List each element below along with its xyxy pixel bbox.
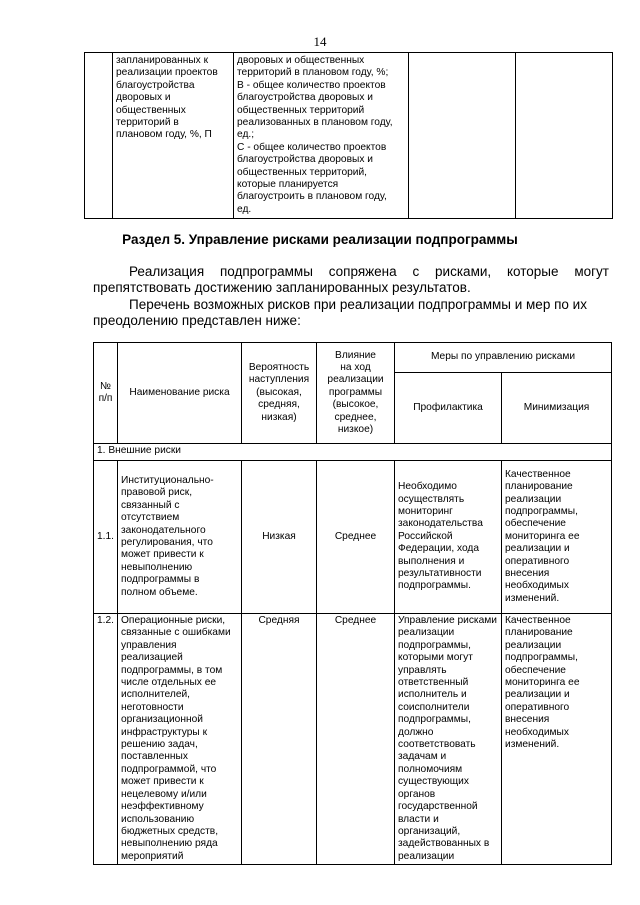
text-line: осуществлять [398, 493, 465, 505]
text-line: задействованных в [398, 838, 490, 850]
text-line: обеспечение [505, 518, 566, 530]
text-line: неготовности [121, 701, 184, 713]
text-line: среднее, [334, 411, 377, 423]
text-line: ответственный [398, 677, 469, 689]
row-number: 1.2. [94, 614, 118, 865]
text-line: подпрограммы, [398, 639, 471, 651]
text-line: реализации [327, 374, 384, 386]
text-line: на ход [340, 361, 371, 373]
text-line: власти и [398, 813, 439, 825]
text-line: подпрограммы, [505, 505, 578, 517]
risk-name-cell [118, 461, 242, 614]
text-line: бюджетных средств, [121, 825, 219, 837]
header-risk-name: Наименование риска [118, 343, 242, 444]
text-line: необходимых [505, 580, 569, 592]
text-line: подпрограммы в [121, 574, 200, 586]
text-line: реализации [398, 850, 455, 862]
risk-name-cell [118, 614, 242, 865]
text-line: реализации и [505, 689, 570, 701]
text-line: может привести к [121, 549, 204, 561]
text-line: общественных территорий, [237, 166, 367, 178]
text-line: реализованных в плановом году, [237, 117, 393, 129]
text-line: оперативного [505, 555, 570, 567]
header-probability [242, 343, 317, 444]
text-line: которыми могут [398, 652, 473, 664]
text-line: планирование [505, 481, 573, 493]
header-measures: Меры по управлению рисками [395, 343, 612, 373]
text-line: государственной [398, 801, 478, 813]
probability-cell: Средняя [242, 614, 317, 865]
text-line: мониторинг [398, 505, 453, 517]
impact-cell: Среднее [317, 614, 395, 865]
table-row [94, 461, 612, 614]
text-line: наступления [248, 374, 310, 386]
paragraph-line: препятствовать достижению запланированных результатов. [93, 280, 471, 295]
prevention-cell [395, 461, 502, 614]
text-line: полномочиям [398, 763, 463, 775]
text-line: плановом году, %, П [116, 129, 212, 141]
text-line: нецелевому и/или [121, 788, 207, 800]
text-line: благоустройства дворовых и [237, 92, 373, 104]
prevention-cell [395, 614, 502, 865]
text-line: полном объеме. [121, 586, 198, 598]
table-cell-empty [85, 53, 113, 219]
text-line: п/п [98, 393, 113, 404]
table-cell-empty [409, 53, 516, 219]
text-line: управлять [398, 664, 447, 676]
text-line: дворовых и общественных [237, 55, 365, 66]
text-line: общественных территорий [237, 104, 365, 116]
text-line: мониторинга ее [505, 677, 580, 689]
text-line: благоустроить в плановом году, [237, 191, 387, 203]
minimization-cell [502, 614, 612, 865]
text-line: Институционально- [121, 474, 214, 486]
text-line: соответствовать [398, 739, 476, 751]
text-line: мониторинга ее [505, 530, 580, 542]
risk-management-table [93, 342, 612, 865]
indicator-formula-cell [234, 53, 409, 219]
text-line: реализации [505, 493, 562, 505]
text-line: Управление рисками [398, 615, 497, 626]
text-line: Вероятность [248, 361, 310, 373]
minimization-cell [502, 461, 612, 614]
text-line: связанный с [121, 499, 180, 511]
text-line: реализации и [505, 543, 570, 555]
text-line: реализации [505, 639, 562, 651]
paragraph-line: Реализация подпрограммы сопряжена с рисками, которые могут [129, 264, 609, 279]
section-title: Раздел 5. Управление рисками реализации подпрограммы [122, 232, 518, 247]
text-line: выполнения и [398, 555, 465, 567]
text-line: благоустройства дворовых и [237, 154, 373, 166]
text-line: обеспечение [505, 664, 566, 676]
text-line: подпрограммы. [398, 580, 471, 592]
impact-cell: Среднее [317, 461, 395, 614]
probability-cell: Низкая [242, 461, 317, 614]
text-line: законодательного [121, 524, 206, 536]
text-line: Российской [398, 530, 453, 542]
text-line: существующих [398, 776, 469, 788]
text-line: ед. [237, 203, 252, 215]
text-line: (высокая, [256, 386, 302, 398]
header-number [94, 343, 118, 444]
text-line: задачам и [398, 751, 447, 763]
page-number: 14 [313, 34, 327, 49]
text-line: регулирования, что [121, 537, 213, 548]
text-line: внесения [505, 568, 550, 580]
text-line: использованию [121, 813, 195, 825]
indicator-name-cell [113, 53, 234, 219]
text-line: средняя, [258, 399, 300, 411]
text-line: программы [328, 386, 383, 398]
indicator-table-continuation [84, 52, 613, 219]
text-line: изменений. [505, 739, 560, 751]
text-line: В - общее количество проектов [237, 79, 386, 91]
text-line: территорий в [116, 117, 179, 129]
text-line: правовой риск, [121, 487, 193, 499]
text-line: инфраструктуры к [121, 726, 208, 738]
text-line: Влияние [335, 349, 376, 361]
text-line: дворовых и [116, 92, 171, 104]
paragraph-line: Перечень возможных рисков при реализации подпрограммы и мер по их [129, 297, 587, 312]
text-line: планирование [505, 627, 573, 639]
text-line: которые планируется [237, 179, 339, 191]
text-line: оперативного [505, 701, 570, 713]
text-line: ед.; [237, 129, 255, 141]
text-line: реализации проектов [116, 67, 218, 79]
header-prevention: Профилактика [395, 373, 502, 444]
text-line: низкое) [337, 424, 374, 436]
text-line: Качественное [505, 468, 571, 480]
text-line: результативности [398, 568, 482, 580]
text-line: подпрограммы, [505, 652, 578, 664]
text-line: законодательства [398, 518, 483, 530]
text-line: поставленных [121, 751, 188, 763]
text-line: отсутствием [121, 512, 180, 524]
text-line: мероприятий [121, 850, 184, 862]
text-line: невыполнению [121, 561, 193, 573]
text-line: числе отдельных ее [121, 677, 217, 689]
text-line: управления [121, 639, 177, 651]
text-line: Федерации, хода [398, 543, 480, 555]
text-line: исполнителей, [121, 689, 191, 701]
text-line: Необходимо [398, 481, 457, 493]
text-line: должно [398, 726, 434, 738]
text-line: невыполнению ряда [121, 838, 218, 850]
text-line: соисполнители [398, 701, 470, 713]
text-line: неэффективному [121, 801, 204, 813]
text-line: Операционные риски, [121, 615, 226, 626]
text-line: запланированных к [116, 55, 209, 66]
table-cell-empty [516, 53, 613, 219]
text-line: подпрограммы, в том [121, 664, 223, 676]
text-line: реализации [398, 627, 455, 639]
text-line: низкая) [261, 411, 297, 423]
text-line: общественных [116, 104, 186, 116]
text-line: органов [398, 788, 436, 800]
text-line: исполнитель и [398, 689, 467, 701]
text-line: благоустройства [116, 79, 195, 91]
row-number: 1.1. [94, 461, 118, 614]
text-line: С - общее количество проектов [237, 141, 387, 153]
table-row [94, 614, 612, 865]
text-line: связанные с ошибками [121, 627, 231, 639]
text-line: подпрограммы, [398, 714, 471, 726]
text-line: подпрограммой, что [121, 763, 217, 775]
text-line: может привести к [121, 776, 204, 788]
group-row-external-risks: 1. Внешние риски [94, 444, 612, 461]
text-line: Качественное [505, 615, 571, 626]
text-line: изменений. [505, 592, 560, 604]
text-line: территорий в плановом году, %; [237, 67, 389, 79]
text-line: внесения [505, 714, 550, 726]
text-line: организационной [121, 714, 203, 726]
text-line: необходимых [505, 726, 569, 738]
text-line: организаций, [398, 825, 461, 837]
text-line: решению задач, [121, 739, 198, 751]
header-impact [317, 343, 395, 444]
header-minimization: Минимизация [502, 373, 612, 444]
text-line: № [100, 380, 111, 392]
text-line: реализацией [121, 652, 183, 664]
paragraph-line: преодолению представлен ниже: [93, 313, 301, 328]
text-line: (высокое, [332, 399, 379, 411]
